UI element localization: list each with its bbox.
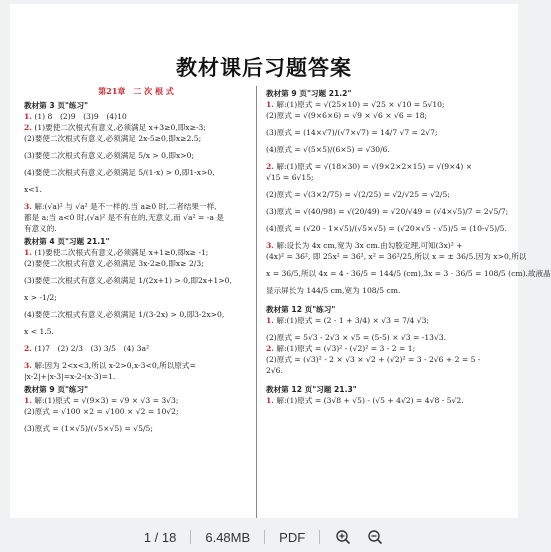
text-line: [266, 99, 506, 110]
text-line: [24, 360, 248, 371]
file-type: PDF: [279, 529, 306, 545]
text-line: [266, 268, 551, 279]
zoom-out-icon: [367, 529, 383, 545]
section-heading: [266, 88, 506, 99]
question-number: 3.: [24, 361, 32, 370]
line-text: 解:因为 2<x<3,所以 x-2>0,x-3<0,所以原式=: [34, 361, 196, 370]
toolbar-separator: [190, 530, 191, 544]
text-line: [24, 212, 248, 223]
toolbar-separator: [319, 530, 320, 544]
text-line: [266, 161, 506, 172]
question-number: 1.: [266, 100, 274, 109]
line-text: 解:(1)原式 = √(9×3) = √9 × √3 = 3√3;: [34, 396, 179, 405]
question-number: 2.: [24, 123, 32, 132]
line-gap: [266, 296, 506, 302]
question-number: 1.: [24, 396, 32, 405]
line-text: 教材第 9 页"习题 21.2": [266, 89, 352, 98]
line-text: 教材第 9 页"练习": [24, 385, 89, 394]
right-lines: [266, 88, 551, 406]
line-text: 解:(√a)² 与 √a² 是不一样的.当 a≥0 时,二者结果一样,: [34, 202, 217, 211]
text-line: [24, 150, 248, 161]
section-heading: [24, 384, 248, 395]
text-line: [24, 406, 248, 417]
text-line: [266, 251, 527, 262]
text-line: [24, 423, 248, 434]
text-line: [266, 285, 506, 296]
line-text: 解:(1)原式 = √(18×30) = √(9×2×2×15) = √(9×4) ×: [276, 162, 473, 171]
text-line: [24, 201, 248, 212]
column-divider: [256, 86, 257, 518]
toolbar-separator: [264, 530, 265, 544]
section-heading: [266, 304, 506, 315]
question-number: 1.: [266, 396, 274, 405]
text-line: [266, 110, 506, 121]
line-text: (2)原式 = (√3)² - 2 × √3 × √2 + (√2)² = 3 - 2√6 + 2 = 5 -: [266, 355, 481, 364]
section-heading: [24, 100, 248, 111]
text-line: [24, 133, 248, 144]
line-text: 解:(1)原式 = √(25×10) = √25 × √10 = 5√10;: [276, 100, 445, 109]
text-line: [266, 223, 506, 234]
text-line: [266, 206, 509, 217]
section-heading: [266, 384, 506, 395]
text-line: [24, 326, 248, 337]
line-text: 2√6.: [266, 366, 283, 375]
text-line: [24, 395, 248, 406]
line-text: 教材第 12 页"习题 21.3": [266, 385, 357, 394]
line-text: √15 = 6√15;: [266, 173, 314, 182]
text-line: [24, 247, 248, 258]
question-number: 2.: [24, 344, 32, 353]
text-line: [266, 332, 506, 343]
line-text: (2)原式 = √(9×6×6) = √9 × √6 × √6 = 18;: [266, 111, 428, 120]
line-text: x = 36/5,所以 4x = 4 · 36/5 = 144/5 (cm),3x = 3 · 36/5 = 108/5 (cm).故液晶: [266, 269, 551, 278]
line-text: (3)原式 = √(40/98) = √(20/49) = √20/√49 = (√4×√5)/7 = 2√5/7;: [266, 207, 509, 216]
text-line: [266, 365, 506, 376]
text-line: [266, 189, 506, 200]
text-line: [266, 172, 506, 183]
text-line: [266, 395, 506, 406]
left-column: [24, 86, 248, 434]
line-text: 解:(1)原式 = (2 - 1 + 3/4) × √3 = 7/4 √3;: [276, 316, 429, 325]
right-column: [266, 86, 551, 406]
line-text: 解:设长为 4x cm,宽为 3x cm.由勾股定理,可知(3x)² +: [276, 241, 463, 250]
line-text: (2)要使二次根式有意义,必须满足 2x-5≥0,即x≥2.5;: [24, 134, 202, 143]
line-gap: [266, 376, 506, 382]
line-text: |x-2|+|x-3|=x-2-(x-3)=1.: [24, 372, 116, 381]
line-text: (4)要使二次根式有意义,必须满足 1/(3-2x) > 0,即3-2x>0,: [24, 310, 225, 319]
text-line: [24, 184, 248, 195]
line-text: (2)要使二次根式有意义,必须满足 3x-2≥0,即x≥ 2/3;: [24, 259, 204, 268]
line-text: (1)7 (2) 2/3 (3) 3/5 (4) 3a²: [34, 344, 150, 353]
line-text: (1) 8 (2)9 (3)9 (4)10: [34, 112, 127, 121]
file-size: 6.48MB: [205, 529, 251, 545]
text-line: [24, 223, 248, 234]
zoom-out-button[interactable]: [366, 528, 384, 546]
line-text: (3)要使二次根式有意义,必须满足 1/(2x+1) > 0,即2x+1>0,: [24, 276, 232, 285]
line-text: (2)原式 = 5√3 - 2√3 × √5 = (5-5) × √3 = -13√3.: [266, 333, 447, 342]
question-number: 2.: [266, 162, 274, 171]
text-line: [266, 343, 506, 354]
line-text: (4)原式 = √(5×5)/(6×5) = √30/6.: [266, 145, 390, 154]
question-number: 3.: [266, 241, 274, 250]
line-text: 解:(1)原式 = (3√8 + √5) - (√5 + 4√2) = 4√8 - 5√2.: [276, 396, 464, 405]
text-line: [24, 371, 248, 382]
section-heading: [24, 236, 248, 247]
line-text: x < 1.5.: [24, 327, 54, 336]
line-text: 解:(1)原式 = (√3)² - (√2)² = 3 - 2 = 1;: [276, 344, 416, 353]
left-lines: [24, 100, 248, 434]
text-line: [266, 127, 506, 138]
text-line: [266, 315, 506, 326]
line-text: 显示屏长为 144/5 cm,宽为 108/5 cm.: [266, 286, 401, 295]
line-text: (3)原式 = (1×√5)/(√5×√5) = √5/5;: [24, 424, 153, 433]
line-text: (4x)² = 36², 即 25x² = 36², x² = 36²/25,所以 x = ± 36/5.因为 x>0,所以: [266, 252, 527, 261]
text-line: [24, 309, 248, 320]
document-page: [10, 4, 551, 518]
text-line: [266, 144, 506, 155]
text-line: [24, 167, 248, 178]
line-text: (1)要使二次根式有意义,必须满足 x+3≥0,即x≥-3;: [34, 123, 206, 132]
chapter-heading: 第21章 二 次 根 式: [98, 86, 174, 96]
line-text: (3)要使二次根式有意义,必须满足 5/x > 0,即x>0;: [24, 151, 195, 160]
text-line: [24, 258, 248, 269]
question-number: 1.: [24, 248, 32, 257]
text-line: [24, 122, 248, 133]
line-text: (2)原式 = √(3×2/75) = √(2/25) = √2/√25 = √2/5;: [266, 190, 450, 199]
question-number: 2.: [266, 344, 274, 353]
line-text: 教材第 4 页"习题 21.1": [24, 237, 110, 246]
line-text: 教材第 3 页"练习": [24, 101, 89, 110]
line-text: 教材第 12 页"练习": [266, 305, 336, 314]
line-text: (4)要使二次根式有意义,必须满足 5/(1-x) > 0,即1-x>0,: [24, 168, 215, 177]
line-text: (4)原式 = (√20 - 1×√5)/(√5×√5) = (√20×√5 - √5)/5 = (10-√5)/5.: [266, 224, 507, 233]
text-line: [266, 240, 506, 251]
viewer-toolbar: [0, 524, 528, 550]
line-text: x > -1/2;: [24, 293, 57, 302]
line-text: x<1.: [24, 185, 42, 194]
text-line: [266, 354, 506, 365]
question-number: 1.: [24, 112, 32, 121]
zoom-in-button[interactable]: [334, 528, 352, 546]
text-line: [24, 111, 248, 122]
page-indicator[interactable]: 1 / 18: [143, 529, 177, 545]
line-text: 都是 a;当 a<0 时,(√a)² 是不有在的,无意义,而 √a² = -a 是: [24, 213, 224, 222]
zoom-in-icon: [335, 529, 351, 545]
text-line: [24, 275, 248, 286]
line-text: (3)原式 = (14×√7)/(√7×√7) = 14/7 √7 = 2√7;: [266, 128, 438, 137]
text-line: [24, 292, 248, 303]
question-number: 1.: [266, 316, 274, 325]
line-text: 有意义的.: [24, 224, 57, 233]
line-text: (2)原式 = √100 ×2 = √100 × √2 = 10√2;: [24, 407, 179, 416]
line-text: (1)要使二次根式有意义,必须满足 x+1≥0,即x≥ -1;: [34, 248, 209, 257]
question-number: 3.: [24, 202, 32, 211]
text-line: [24, 343, 248, 354]
page-title: 教材课后习题答案: [176, 56, 352, 80]
